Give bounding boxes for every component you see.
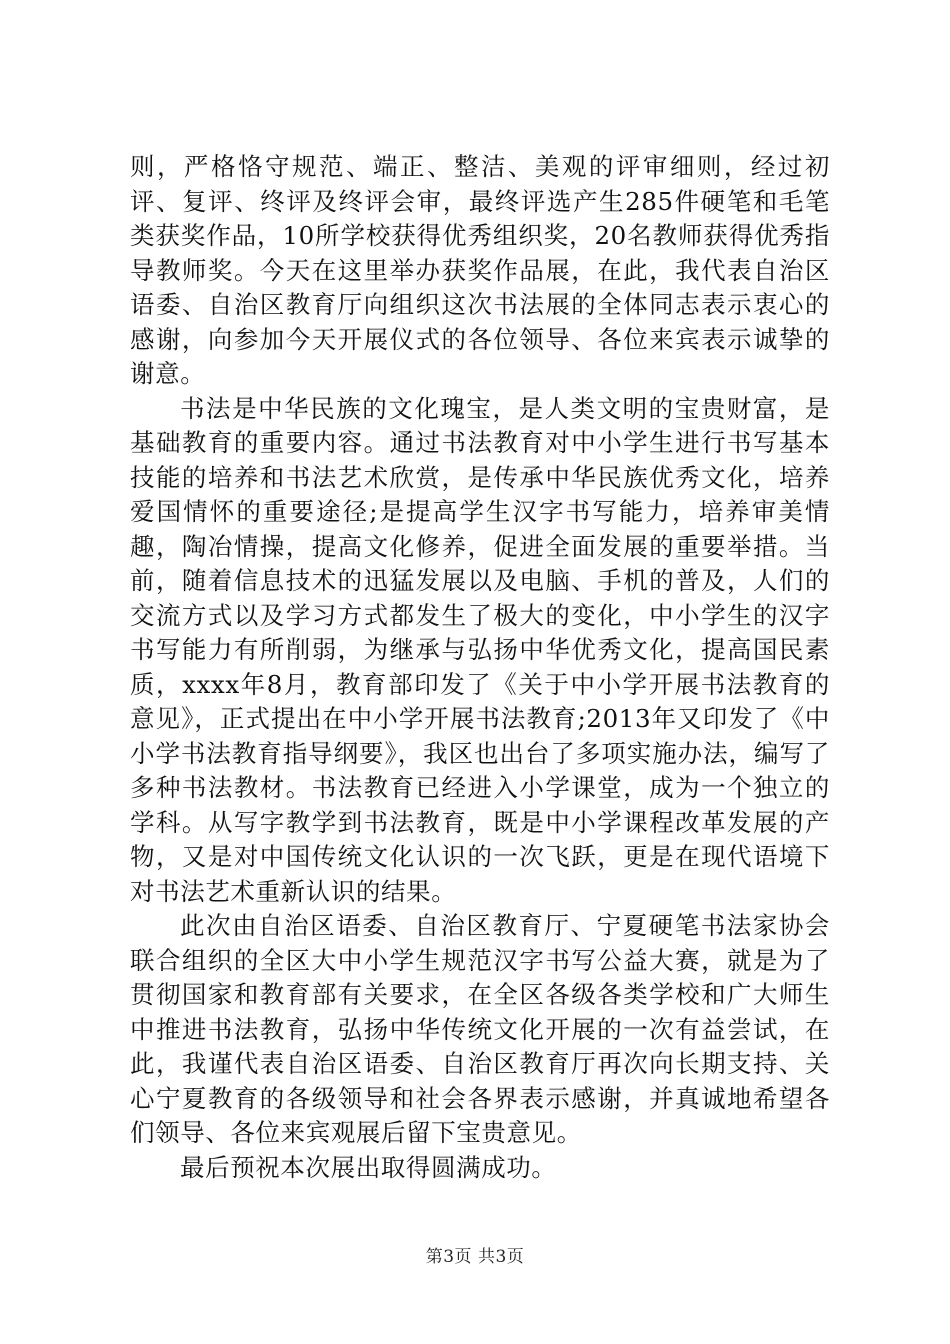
paragraph-2: 书法是中华民族的文化瑰宝，是人类文明的宝贵财富，是基础教育的重要内容。通过书法教育对中小学生进行书写基本技能的培养和书法艺术欣赏，是传承中华民族优秀文化，培养爱国情怀的重要途径;是提高学生汉字书写能力，培养审美情趣，陶冶情操，提高文化修养，促进全面发展的重要举措。当前，随着信息技术的迅猛发展以及电脑、手机的普及，人们的交流方式以及学习方式都发生了极大的变化，中小学生的汉字书写能力有所削弱，为继承与弘扬中华优秀文化，提高国民素质，xxxx年8月，教育部印发了《关于中小学开展书法教育的意见》，正式提出在中小学开展书法教育;2013年又印发了《中小学书法教育指导纲要》，我区也出台了多项实施办法，编写了多种书法教材。书法教育已经进入小学课堂，成为一个独立的学科。从写字教学到书法教育，既是中小学课程改革发展的产物，又是对中国传统文化认识的一次飞跃，更是在现代语境下对书法艺术重新认识的结果。 [130,393,830,906]
paragraph-4: 最后预祝本次展出取得圆满成功。 [180,1152,557,1182]
paragraph-1: 则，严格恪守规范、端正、整洁、美观的评审细则，经过初评、复评、终评及终评会审，最终评选产生285件硬笔和毛笔类获奖作品，10所学校获得优秀组织奖，20名教师获得优秀指导教师奖。今天在这里举办获奖作品展，在此，我代表自治区语委、自治区教育厅向组织这次书法展的全体同志表示衷心的感谢，向参加今天开展仪式的各位领导、各位来宾表示诚挚的谢意。 [130,152,830,388]
document-body [130,150,830,1185]
paragraph-3: 此次由自治区语委、自治区教育厅、宁夏硬笔书法家协会联合组织的全区大中小学生规范汉字书写公益大赛，就是为了贯彻国家和教育部有关要求，在全区各级各类学校和广大师生中推进书法教育，弘扬中华传统文化开展的一次有益尝试，在此，我谨代表自治区语委、自治区教育厅再次向长期支持、关心宁夏教育的各级领导和社会各界表示感谢，并真诚地希望各们领导、各位来宾观展后留下宝贵意见。 [130,911,830,1147]
page-number-footer: 第3页 共3页 [425,1247,525,1267]
